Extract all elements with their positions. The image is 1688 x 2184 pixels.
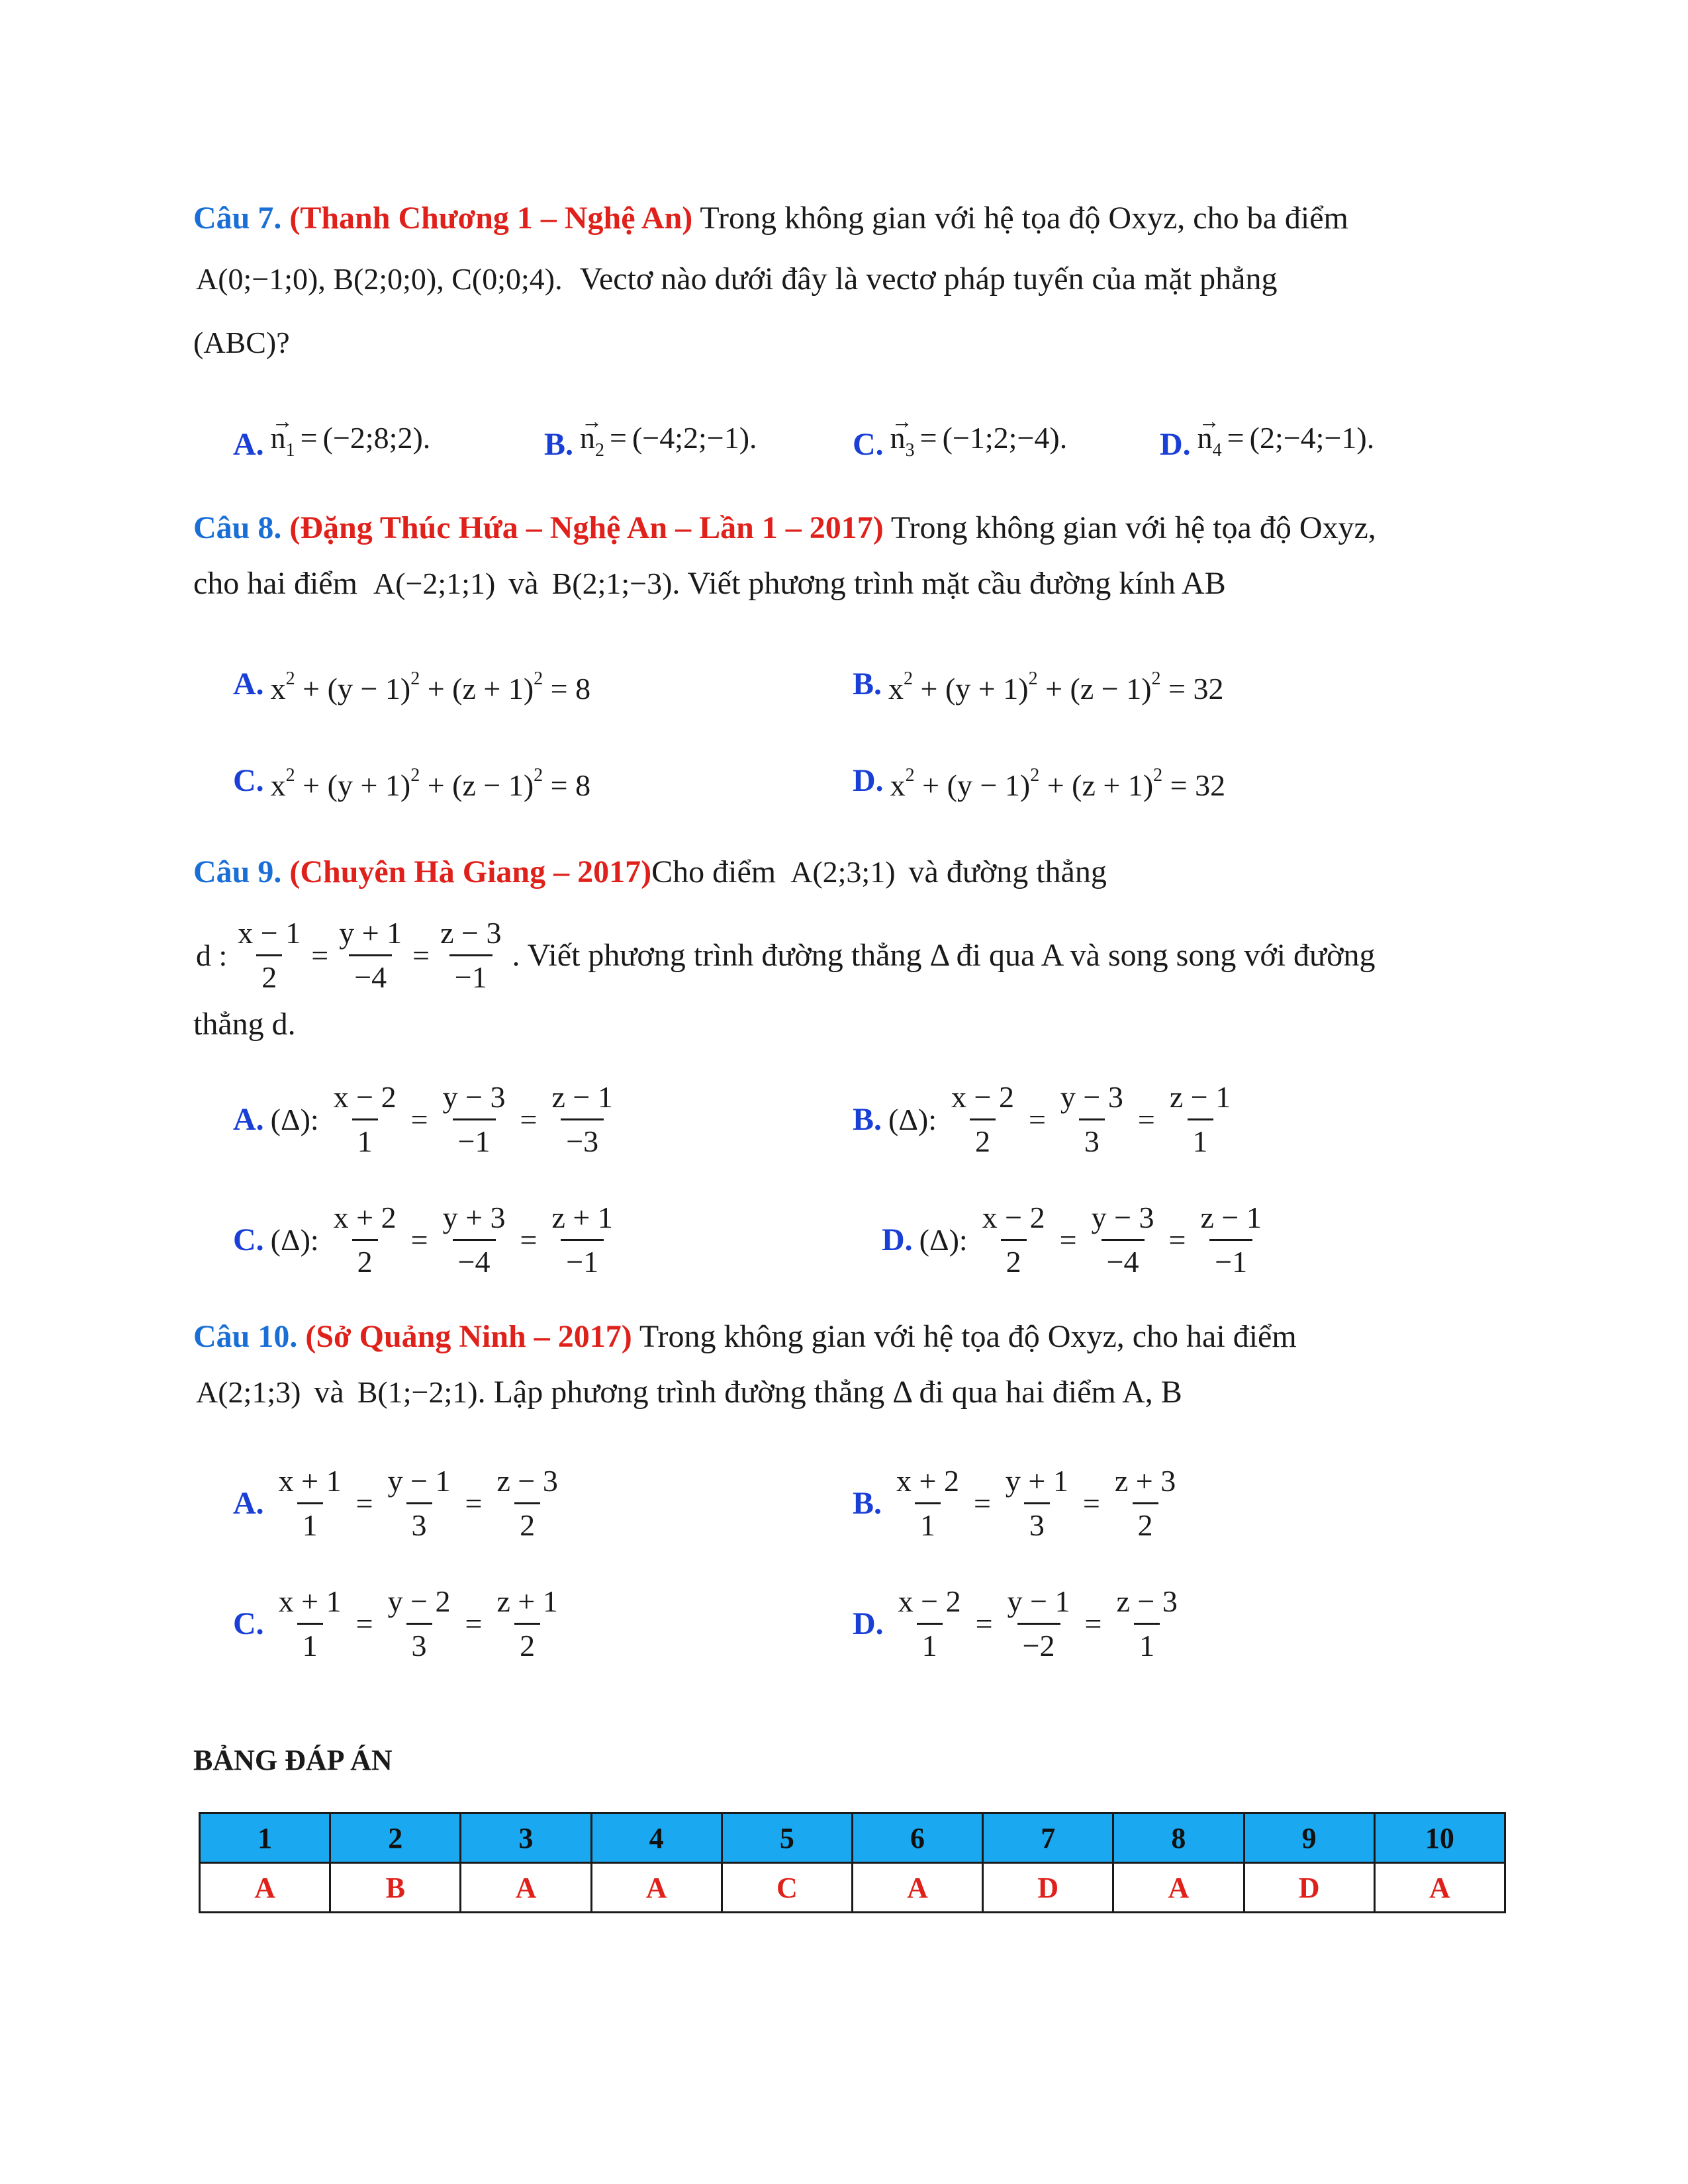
fraction-x: $\frac{x + 1}{1}$ [273,1583,347,1664]
q9-source: (Chuyên Hà Giang – 2017) [289,854,652,889]
fraction-x: $\frac{x - 2}{2}$ [977,1199,1051,1281]
option-label: C. [233,1606,264,1641]
q9-line3 [193,1005,296,1044]
answer-cell: A [852,1863,982,1913]
option-label: B. [853,1485,882,1521]
q10-point-a: A(2;1;3) [196,1375,301,1409]
fraction-y: $\frac{y - 2}{3}$ [383,1583,456,1664]
q9-line1 [193,852,1107,892]
q10-line1 [193,1317,1297,1357]
option-label: B. [544,426,574,462]
q10-option-b[interactable]: B. $\frac{x + 2}{1}$ = $\frac{y + 1}{3}$ = $\frac{z + 3}{2}$ [853,1463,1184,1544]
q7-option-a[interactable]: A. → $n_1$ = (−2;8;2). [233,418,430,471]
q10-source: (Sở Quảng Ninh – 2017) [305,1319,632,1354]
d-fraction-z: $\frac{z - 3}{-1}$ [435,915,506,996]
fraction-z: $\frac{z - 1}{1}$ [1164,1079,1236,1160]
question-number-cell: 5 [722,1813,852,1863]
q7-number: Câu 7. [193,201,282,236]
fraction-y: $\frac{y - 1}{-2}$ [1002,1583,1076,1664]
answer-cell: A [591,1863,722,1913]
fraction-z: $\frac{z - 1}{-3}$ [546,1079,618,1160]
question-number-cell: 2 [330,1813,461,1863]
vector-index: 3 [905,440,915,461]
q7-line2 [196,259,1277,299]
q8-text2a: cho hai điểm [193,566,357,601]
q8-text1: Trong không gian với hệ tọa độ Oxyz, [890,510,1376,545]
q7-points: A(0;−1;0), B(2;0;0), C(0;0;4). [196,262,563,296]
q7-line1 [193,199,1348,238]
rhs-value: 32 [1195,768,1226,802]
rhs-value: 32 [1193,672,1224,705]
option-label: C. [853,426,884,462]
q9-d-name: d : [196,938,228,972]
option-label: C. [233,1222,264,1257]
option-label: D. [853,1606,884,1641]
q8-line2 [193,564,1226,604]
answer-cell: D [1244,1863,1374,1913]
option-value: (−4;2;−1). [632,421,757,455]
term-z: (z + 1) [1072,768,1154,802]
q9-number: Câu 9. [193,854,282,889]
term-y: (y − 1) [947,768,1031,802]
q10-text1: Trong không gian với hệ tọa độ Oxyz, cho hai điểm [639,1319,1297,1354]
fraction-z: $\frac{z + 1}{2}$ [491,1583,563,1664]
q9-line2: d : $\frac{x - 1}{2}$ = $\frac{y + 1}{-4}$ = $\frac{z - 3}{-1}$ . Viết phương trình đường thẳng Δ đi qua A và song song với đường [196,915,1375,996]
delta-prefix: (Δ): [270,1222,319,1257]
fraction-y: $\frac{y + 1}{3}$ [1000,1463,1074,1544]
q10-option-c[interactable]: C. $\frac{x + 1}{1}$ = $\frac{y - 2}{3}$ = $\frac{z + 1}{2}$ [233,1583,566,1664]
option-value: (2;−4;−1). [1249,421,1375,455]
vector-n-symbol: → n [271,418,286,458]
question-number-cell: 3 [461,1813,591,1863]
answer-cell: C [722,1863,852,1913]
answer-cell: A [1374,1863,1505,1913]
q10-point-b: B(1;−2;1) [357,1375,478,1409]
option-label: D. [853,762,884,798]
q7-option-b[interactable]: B. → $n_2$ = (−4;2;−1). [544,418,757,471]
option-label: A. [233,1101,264,1137]
q8-source: (Đặng Thúc Hứa – Nghệ An – Lần 1 – 2017) [289,510,884,545]
q8-option-b[interactable]: B. $x^2 + (y + 1)^2 + (z - 1)^2 = 32$ [853,659,1223,709]
delta-prefix: (Δ): [919,1222,968,1257]
q10-text2a: và [314,1375,344,1410]
question-number-cell: 7 [983,1813,1113,1863]
option-label: A. [233,426,264,462]
q7-text2: Vectơ nào dưới đây là vectơ pháp tuyến của mặt phẳng [579,261,1278,296]
option-value: (−1;2;−4). [942,421,1068,455]
fraction-x: $\frac{x + 2}{1}$ [891,1463,964,1544]
q7-text3: (ABC)? [193,326,290,359]
term-z: (z − 1) [452,768,534,802]
q8-option-c[interactable]: C. $x^2 + (y + 1)^2 + (z - 1)^2 = 8$ [233,756,590,805]
q9-option-b[interactable]: B. (Δ): $\frac{x - 2}{2}$ = $\frac{y - 3}{3}$ = $\frac{z - 1}{1}$ [853,1079,1239,1160]
fraction-z: $\frac{z + 1}{-1}$ [546,1199,618,1281]
q8-point-b: B(2;1;−3) [551,567,673,600]
vector-n-symbol: → n [580,418,595,458]
q9-option-d[interactable]: D. (Δ): $\frac{x - 2}{2}$ = $\frac{y - 3}{-4}$ = $\frac{z - 1}{-1}$ [882,1199,1270,1281]
d-fraction-y: $\frac{y + 1}{-4}$ [334,915,407,996]
q8-option-d[interactable]: D. $x^2 + (y - 1)^2 + (z + 1)^2 = 32$ [853,756,1225,805]
q7-option-c[interactable]: C. → $n_3$ = (−1;2;−4). [853,418,1067,471]
q8-line1 [193,508,1376,548]
fraction-x: $\frac{x - 2}{1}$ [328,1079,402,1160]
fraction-z: $\frac{z + 3}{2}$ [1109,1463,1181,1544]
question-number-cell: 1 [200,1813,330,1863]
q9-text1b: và đường thẳng [908,854,1107,889]
vector-n-symbol: → n [1197,418,1213,458]
option-label: C. [233,762,264,798]
answer-cell: D [983,1863,1113,1913]
fraction-x: $\frac{x + 2}{2}$ [328,1199,402,1281]
answer-table [199,1812,1506,1913]
fraction-x: $\frac{x + 1}{1}$ [273,1463,347,1544]
delta-prefix: (Δ): [888,1102,937,1136]
q9-option-c[interactable]: C. (Δ): $\frac{x + 2}{2}$ = $\frac{y + 3}{-4}$ = $\frac{z + 1}{-1}$ [233,1199,621,1281]
answer-table-header-row [200,1813,1505,1863]
answer-table-title: BẢNG ĐÁP ÁN [193,1744,393,1776]
delta-prefix: (Δ): [270,1102,319,1136]
option-label: A. [233,666,264,702]
fraction-z: $\frac{z - 3}{1}$ [1111,1583,1182,1664]
q9-point-a: A(2;3;1) [790,855,896,889]
vector-index: 1 [285,440,295,461]
term-z: (z + 1) [452,672,534,705]
option-label: A. [233,1485,264,1521]
q7-text1: Trong không gian với hệ tọa độ Oxyz, cho ba điểm [700,201,1348,236]
vector-index: 4 [1212,440,1222,461]
q10-text2b: . Lập phương trình đường thẳng Δ đi qua hai điểm A, B [477,1375,1182,1410]
answer-cell: A [1113,1863,1244,1913]
vector-n-symbol: → n [890,418,906,458]
option-label: B. [853,666,882,702]
rhs-value: 8 [575,768,591,802]
question-number-cell: 10 [1374,1813,1505,1863]
q8-option-a[interactable]: A. $x^2 + (y - 1)^2 + (z + 1)^2 = 8$ [233,659,590,709]
q8-point-a: A(−2;1;1) [373,567,496,600]
q8-number: Câu 8. [193,510,282,545]
question-number-cell: 8 [1113,1813,1244,1863]
q10-number: Câu 10. [193,1319,298,1354]
term-y: (y + 1) [327,768,411,802]
q8-text2b: và [508,566,539,601]
fraction-z: $\frac{z - 3}{2}$ [491,1463,563,1544]
answer-cell: A [200,1863,330,1913]
d-fraction-x: $\frac{x - 1}{2}$ [232,915,306,996]
option-value: (−2;8;2). [322,421,431,455]
term-y: (y + 1) [945,672,1029,705]
question-number-cell: 6 [852,1813,982,1863]
question-number-cell: 4 [591,1813,722,1863]
fraction-x: $\frac{x - 2}{2}$ [946,1079,1019,1160]
q7-option-d[interactable]: D. → $n_4$ = (2;−4;−1). [1160,418,1374,471]
fraction-y: $\frac{y - 1}{3}$ [383,1463,456,1544]
q9-text1a: Cho điểm [651,854,776,889]
answer-cell: B [330,1863,461,1913]
fraction-x: $\frac{x - 2}{1}$ [893,1583,966,1664]
q10-line2 [196,1373,1182,1412]
term-y: (y − 1) [327,672,411,705]
q7-line3 [193,323,290,363]
vector-index: 2 [595,440,605,461]
fraction-z: $\frac{z - 1}{-1}$ [1195,1199,1266,1281]
option-label: B. [853,1101,882,1137]
q10-option-a[interactable]: A. $\frac{x + 1}{1}$ = $\frac{y - 1}{3}$ = $\frac{z - 3}{2}$ [233,1463,566,1544]
q9-text2: . Viết phương trình đường thẳng Δ đi qua A và song song với đường [512,937,1376,973]
q7-source: (Thanh Chương 1 – Nghệ An) [289,201,693,236]
fraction-y: $\frac{y + 3}{-4}$ [438,1199,511,1281]
fraction-y: $\frac{y - 3}{-4}$ [1086,1199,1160,1281]
option-label: D. [1160,426,1191,462]
q9-option-a[interactable]: A. (Δ): $\frac{x - 2}{1}$ = $\frac{y - 3}{-1}$ = $\frac{z - 1}{-3}$ [233,1079,621,1160]
q10-option-d[interactable]: D. $\frac{x - 2}{1}$ = $\frac{y - 1}{-2}$ = $\frac{z - 3}{1}$ [853,1583,1186,1664]
option-label: D. [882,1222,913,1257]
answer-cell: A [461,1863,591,1913]
rhs-value: 8 [575,672,591,705]
fraction-y: $\frac{y - 3}{-1}$ [438,1079,511,1160]
term-z: (z − 1) [1070,672,1152,705]
answer-table-answer-row [200,1863,1505,1913]
fraction-y: $\frac{y - 3}{3}$ [1055,1079,1129,1160]
q9-text3: thẳng d. [193,1007,296,1042]
q8-text2c: . Viết phương trình mặt cầu đường kính AB [672,566,1226,601]
question-number-cell: 9 [1244,1813,1374,1863]
